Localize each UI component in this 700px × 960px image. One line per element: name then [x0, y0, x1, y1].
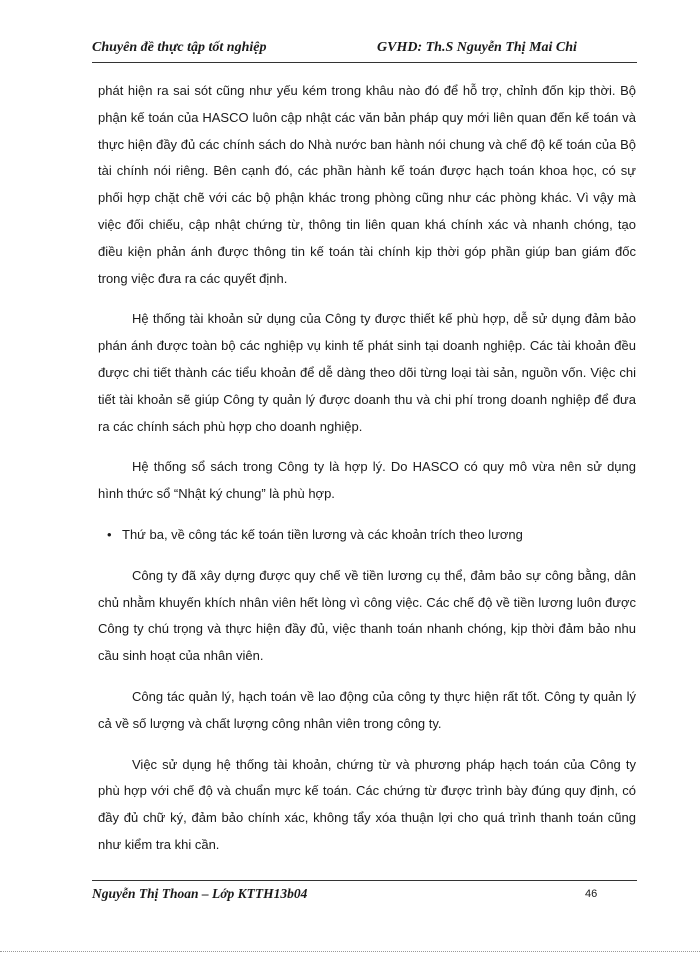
paragraph-3: Hệ thống sổ sách trong Công ty là hợp lý. Do HASCO có quy mô vừa nên sử dụng hình thức sổ “Nhật ký chung” là phù hợp.	[98, 459, 636, 502]
header-supervisor: GVHD: Th.S Nguyễn Thị Mai Chi	[377, 40, 577, 55]
footer-author: Nguyễn Thị Thoan – Lớp KTTH13b04	[92, 886, 308, 901]
footer-divider	[92, 880, 637, 881]
bullet-item	[98, 522, 636, 549]
paragraph-1: phát hiện ra sai sót cũng như yếu kém trong khâu nào đó để hỗ trợ, chỉnh đốn kịp thời. Bộ phận kế toán của HASCO luôn cập nhật các văn bản pháp quy mới liên quan đến kế toán và thực hiện đầy đủ các chính sách do Nhà nước ban hành nói chung và chế độ kế toán của Bộ tài chính nói riêng. Bên cạnh đó, các phần hành kế toán được hạch toán khoa học, có sự phối hợp chặt chẽ với các bộ phận khác trong phòng cũng như các phòng khác. Vì vậy mà việc đối chiếu, cập nhật chứng từ, thông tin liên quan khá chính xác và nhanh chóng, tạo điều kiện phản ánh được thông tin kế toán tài chính kịp thời góp phần giúp ban giám đốc trong việc đưa ra các quyết định.	[98, 83, 636, 286]
paragraph-5: Công tác quản lý, hạch toán về lao động của công ty thực hiện rất tốt. Công ty quản lý cả về số lượng và chất lượng công nhân viên trong công ty.	[98, 688, 636, 731]
paragraph-4: Công ty đã xây dựng được quy chế về tiền lương cụ thể, đảm bảo sự công bằng, dân chủ nhằm khuyến khích nhân viên hết lòng vì công việc. Các chế độ về tiền lương luôn được Công ty chú trọng và thực hiện đầy đủ, việc thanh toán nhanh chóng, kịp thời đảm bảo nhu cầu sinh hoạt của nhân viên.	[98, 567, 636, 664]
page-header	[92, 36, 637, 63]
bullet-text: Thứ ba, về công tác kế toán tiền lương và các khoản trích theo lương	[122, 526, 523, 542]
paragraph-6: Việc sử dụng hệ thống tài khoản, chứng từ và phương pháp hạch toán của Công ty phù hợp với chế độ và chuẩn mực kế toán. Các chứng từ được trình bày đúng quy định, có đầy đủ chữ ký, đảm bảo chính xác, không tẩy xóa thuận lợi cho quá trình thanh toán cũng như kiểm tra khi cần.	[98, 756, 636, 852]
page-bottom-edge	[0, 951, 700, 952]
paragraph-2: Hệ thống tài khoản sử dụng của Công ty được thiết kế phù hợp, dễ sử dụng đảm bảo phán ánh được toàn bộ các nghiệp vụ kinh tế phát sinh tại doanh nghiệp. Các tài khoản đều được chi tiết thành các tiểu khoản để dễ dàng theo dõi từng loại tài sản, nguồn vốn. Việc chi tiết tài khoản sẽ giúp Công ty quản lý được doanh thu và chi phí trong doanh nghiệp để đưa ra các chính sách phù hợp cho doanh nghiệp.	[98, 311, 636, 434]
bullet-dot: •	[107, 526, 112, 542]
page-body	[98, 78, 636, 859]
page-number: 46	[585, 888, 598, 900]
header-report-title: Chuyên đề thực tập tốt nghiệp	[92, 40, 267, 55]
